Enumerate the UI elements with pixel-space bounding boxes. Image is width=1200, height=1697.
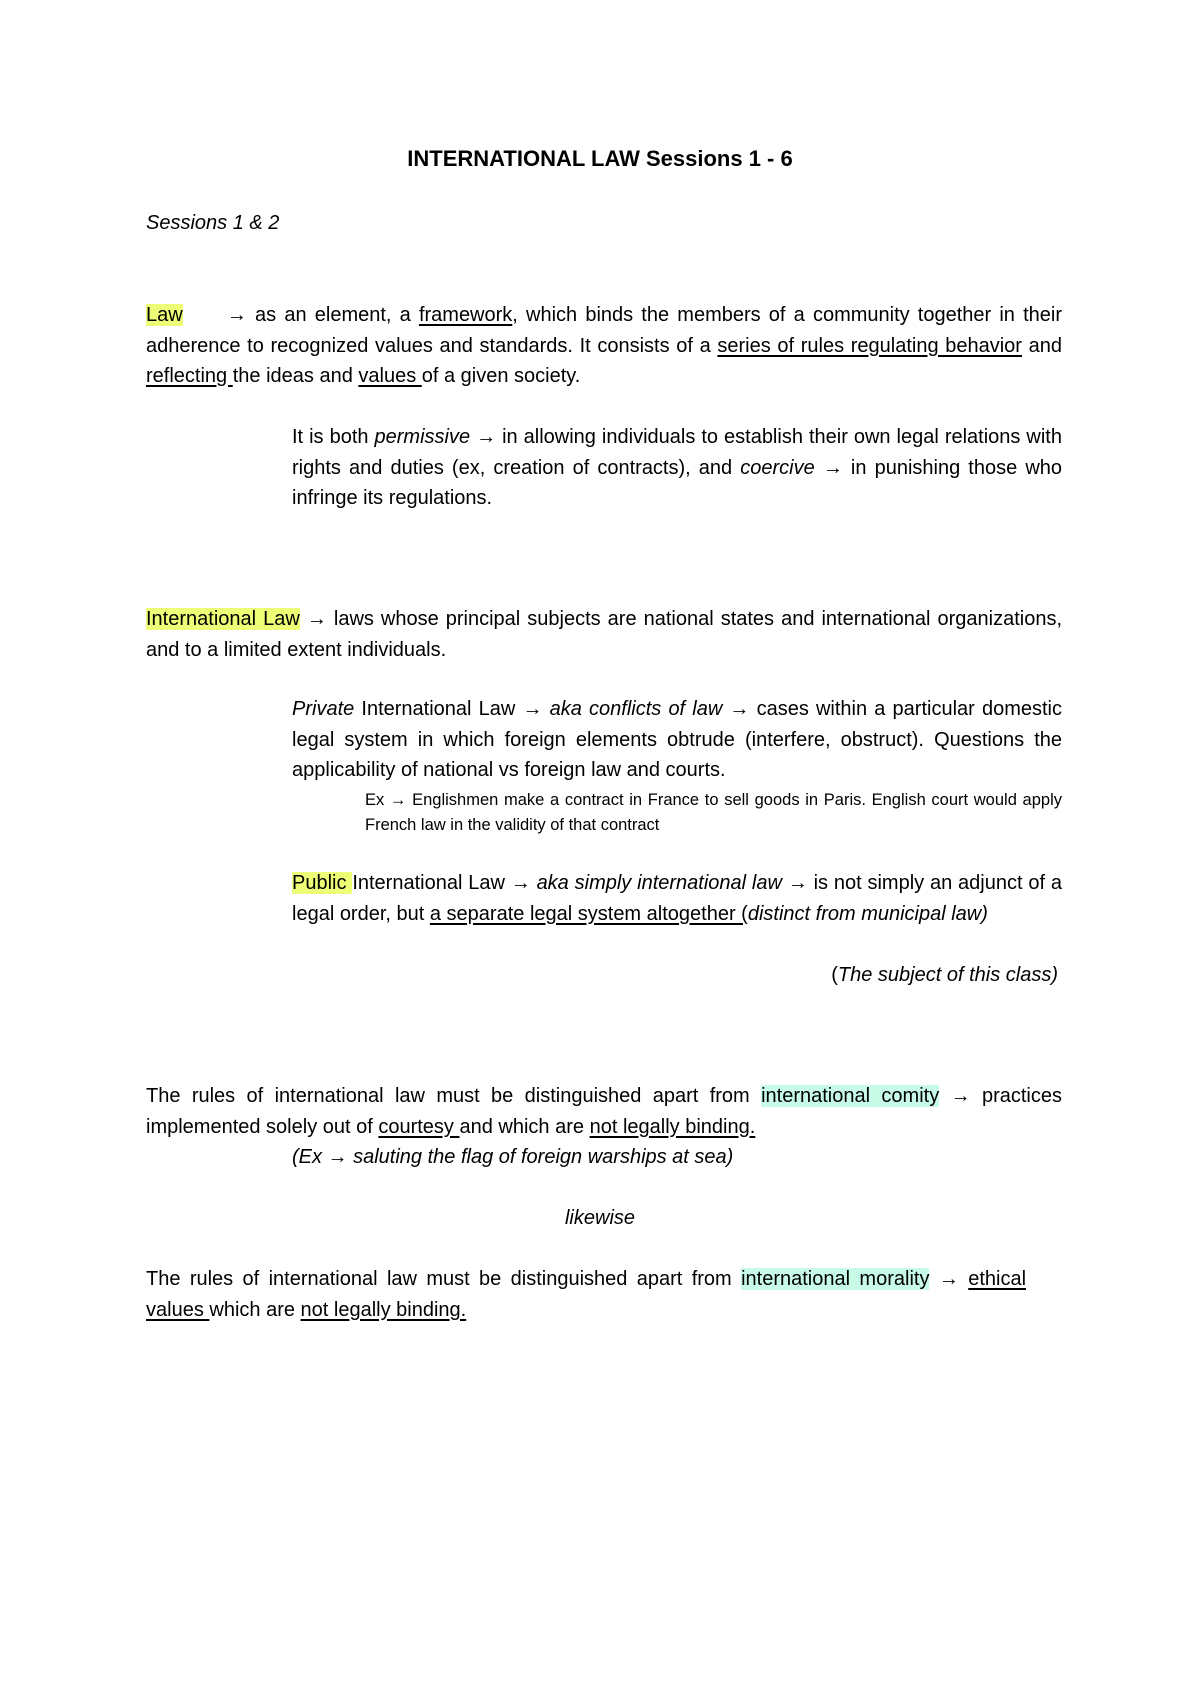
text: → cases within a particular domestic legal system in which foreign elements obtrude (interfere, obstruct). Questions the applicability of national vs foreign law and courts. [292,698,1062,781]
law-detail [292,422,1062,514]
comity-example: (Ex → saluting the flag of foreign warships at sea) [292,1146,734,1168]
underlined-reflecting: reflecting [146,365,233,387]
italic-permissive: permissive [374,426,471,448]
text: and which are [459,1115,590,1138]
section-subtitle: Sessions 1 & 2 [146,212,280,234]
text: It is both [292,426,375,448]
italic-aka-simply: aka simply international law [536,872,782,894]
underlined-framework: framework [418,304,513,326]
text: and [1021,334,1062,357]
term-international-comity: international comity [761,1085,940,1107]
text: The rules of international law must be distinguished apart from [146,1085,762,1107]
underlined-values: values [358,365,422,387]
text: ( [831,964,838,986]
italic-subject: The subject of this class) [837,964,1058,986]
text: → as an element, a [218,304,419,326]
document-title: INTERNATIONAL LAW Sessions 1 - 6 [407,146,793,171]
international-comity-paragraph [146,1081,1062,1142]
text: → in punishing those who infringe its regulations. [292,456,1063,509]
international-morality-paragraph [146,1264,1026,1325]
underlined-ethical-values: ethical values [146,1268,1027,1321]
text: International Law → [352,872,537,894]
text: → is not simply an adjunct of a legal order, but [292,872,1063,925]
law-definition [146,300,1062,392]
term-international-law: International Law [146,608,300,630]
text: the ideas and [232,365,359,387]
subject-of-class-note [292,960,1058,991]
text: , which binds the members of a community together in their adherence to recognized values and standards. It consists of a [146,304,1063,357]
text: The rules of international law must be distinguished apart from [146,1268,742,1290]
private-law-example: Ex → Englishmen make a contract in France to sell goods in Paris. English court would apply French law in the validity of that contract [365,791,1062,834]
underlined-not-legally-binding: not legally binding. [589,1115,756,1138]
text: → in allowing individuals to establish their own legal relations with rights and duties (ex, creation of contracts), and [292,426,1062,479]
term-international-morality: international morality [741,1268,930,1290]
underlined-separate-legal-system: a separate legal system altogether ( [429,902,748,925]
private-international-law [292,694,1062,786]
italic-coercive: coercive [740,456,815,479]
text: → laws whose principal subjects are national states and international organizations, and to a limited extent individuals. [146,608,1063,661]
text: → [929,1268,969,1290]
text: → practices implemented solely out of [146,1085,1062,1138]
underlined-series-of-rules: series of rules regulating behavior [717,334,1022,357]
likewise-text: likewise [564,1207,636,1229]
italic-distinct: distinct from municipal law) [747,902,988,925]
underlined-courtesy: courtesy [378,1115,460,1138]
text: International Law → [354,698,550,720]
text: which are [209,1298,301,1321]
term-law: Law [146,304,183,326]
italic-private: Private [292,698,355,720]
italic-aka-conflicts: aka conflicts of law [549,698,723,720]
underlined-not-legally-binding: not legally binding. [300,1298,467,1321]
text: of a given society. [421,365,581,387]
international-law-definition [146,604,1062,665]
public-international-law [292,868,1062,929]
term-public: Public [292,872,353,894]
